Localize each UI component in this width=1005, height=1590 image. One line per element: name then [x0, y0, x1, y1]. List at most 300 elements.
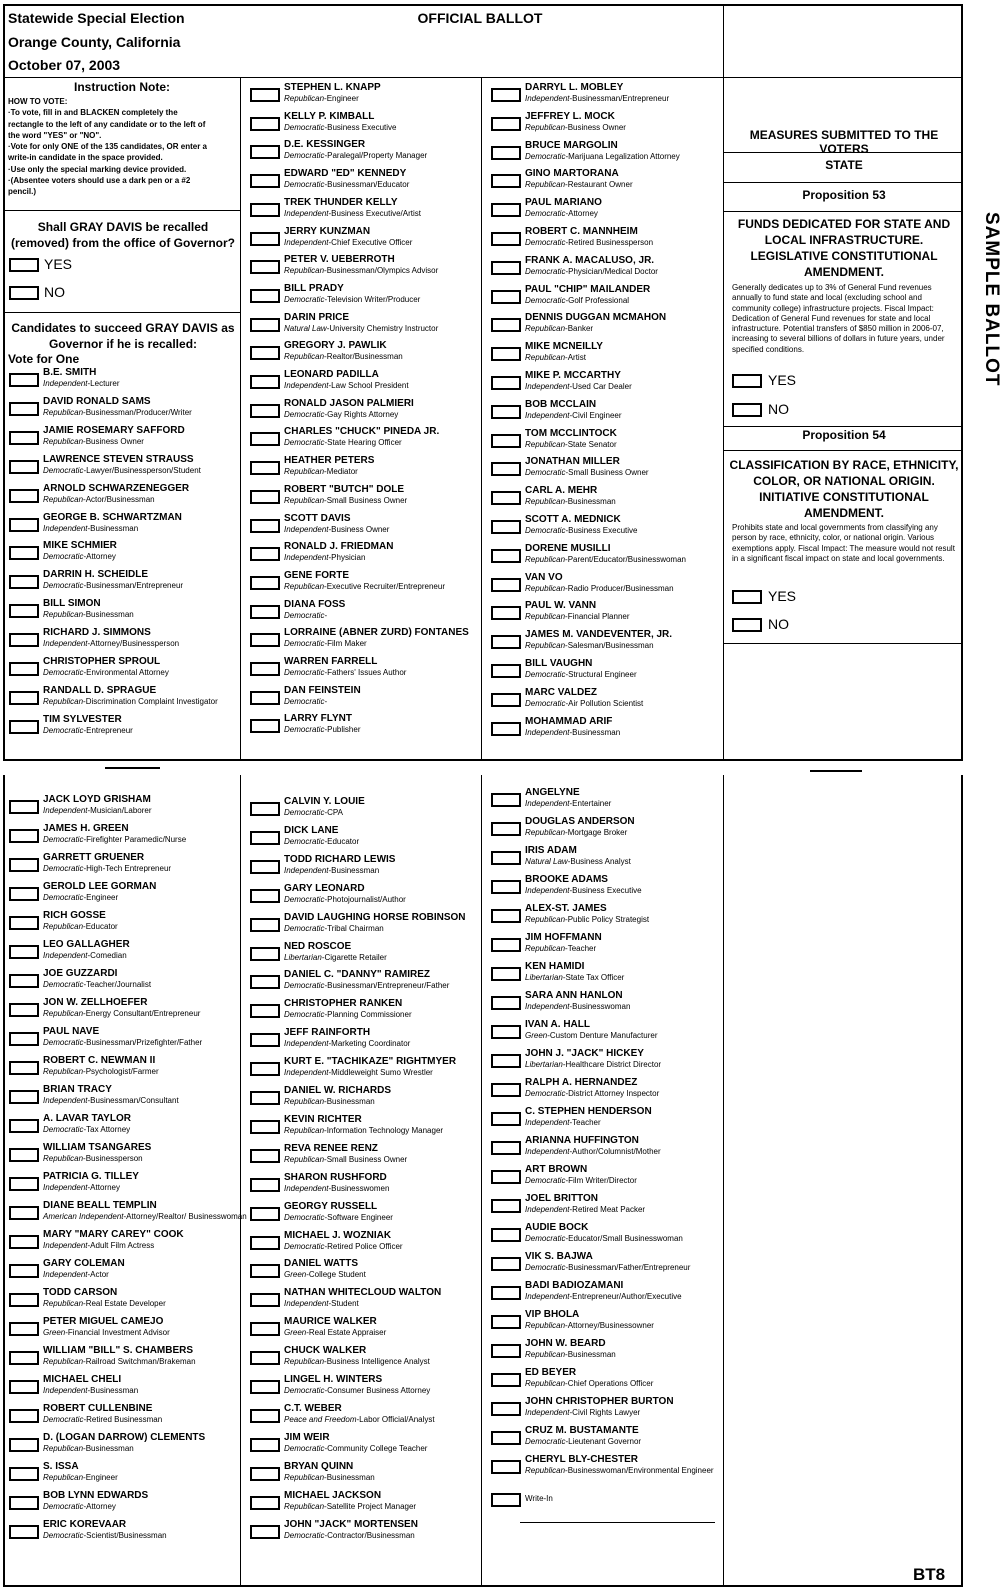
vote-box[interactable]: [250, 1525, 280, 1539]
candidate-item[interactable]: [491, 1106, 719, 1134]
candidate-item[interactable]: [491, 312, 719, 340]
candidate-item[interactable]: [491, 629, 719, 657]
vote-box[interactable]: [9, 1496, 39, 1510]
candidate-item[interactable]: [491, 1251, 719, 1279]
party-separator: -: [324, 696, 328, 706]
candidate-item[interactable]: [9, 1490, 237, 1518]
vote-box[interactable]: [491, 146, 521, 160]
candidate-item[interactable]: [250, 340, 478, 368]
vote-box[interactable]: [9, 1293, 39, 1307]
candidate-item[interactable]: [491, 1280, 719, 1308]
prop53-yes-box[interactable]: [732, 374, 762, 388]
vote-box[interactable]: [250, 1062, 280, 1076]
candidate-item[interactable]: [9, 454, 237, 482]
vote-box[interactable]: [491, 578, 521, 592]
vote-box[interactable]: [491, 347, 521, 361]
candidate-item[interactable]: [250, 455, 478, 483]
party-separator: -: [83, 465, 87, 475]
candidate-item[interactable]: [491, 1193, 719, 1221]
vote-box[interactable]: [250, 1351, 280, 1365]
candidate-name: GARY COLEMAN: [43, 1258, 125, 1269]
vote-box[interactable]: [250, 802, 280, 816]
vote-box[interactable]: [9, 402, 39, 416]
vote-box[interactable]: [9, 1148, 39, 1162]
vote-box[interactable]: [250, 1178, 280, 1192]
vote-box[interactable]: [491, 520, 521, 534]
candidate-occupation: [284, 1039, 410, 1049]
vote-box[interactable]: [9, 887, 39, 901]
candidate-item[interactable]: [9, 1026, 237, 1054]
vote-box[interactable]: [250, 289, 280, 303]
vote-box[interactable]: [250, 232, 280, 246]
candidate-item[interactable]: [250, 912, 478, 940]
vote-box[interactable]: [250, 260, 280, 274]
vote-box[interactable]: [491, 1373, 521, 1387]
vote-box[interactable]: [250, 1467, 280, 1481]
candidate-item[interactable]: [250, 369, 478, 397]
vote-box[interactable]: [250, 88, 280, 102]
vote-box[interactable]: [250, 1322, 280, 1336]
candidate-item[interactable]: [250, 883, 478, 911]
vote-box[interactable]: [9, 604, 39, 618]
vote-box[interactable]: [9, 1235, 39, 1249]
write-in-box[interactable]: [491, 1493, 521, 1507]
vote-box[interactable]: [491, 88, 521, 102]
candidate-item[interactable]: [491, 197, 719, 225]
candidate-item[interactable]: [491, 485, 719, 513]
vote-box[interactable]: [491, 1286, 521, 1300]
vote-box[interactable]: [491, 967, 521, 981]
candidate-party: Democratic: [284, 981, 325, 991]
vote-box[interactable]: [491, 664, 521, 678]
candidate-job: Engineer: [85, 1473, 118, 1482]
vote-box[interactable]: [250, 1264, 280, 1278]
candidate-item[interactable]: [250, 1345, 478, 1373]
vote-box[interactable]: [250, 576, 280, 590]
party-separator: -: [87, 1386, 91, 1395]
vote-box[interactable]: [9, 1438, 39, 1452]
vote-box[interactable]: [9, 1090, 39, 1104]
vote-box[interactable]: [491, 722, 521, 736]
vote-box[interactable]: [491, 606, 521, 620]
candidate-item[interactable]: [9, 396, 237, 424]
candidate-item[interactable]: [9, 1229, 237, 1257]
vote-box[interactable]: [491, 1141, 521, 1155]
vote-box[interactable]: [250, 1033, 280, 1047]
candidate-item[interactable]: [491, 1454, 719, 1482]
vote-box[interactable]: [250, 346, 280, 360]
candidate-item[interactable]: [9, 794, 237, 822]
candidate-item[interactable]: [9, 656, 237, 684]
candidate-item[interactable]: [9, 425, 237, 453]
candidate-item[interactable]: [491, 1164, 719, 1192]
candidate-item[interactable]: [9, 823, 237, 851]
vote-box[interactable]: [491, 549, 521, 563]
party-separator: -: [87, 1241, 91, 1250]
candidate-item[interactable]: [250, 627, 478, 655]
candidate-item[interactable]: [491, 932, 719, 960]
candidate-item[interactable]: [9, 1345, 237, 1373]
candidate-item[interactable]: [491, 845, 719, 873]
vote-box[interactable]: [250, 404, 280, 418]
candidate-item[interactable]: [491, 255, 719, 283]
vote-box[interactable]: [491, 203, 521, 217]
candidate-item[interactable]: [491, 903, 719, 931]
candidate-item[interactable]: [9, 1055, 237, 1083]
candidate-item[interactable]: [491, 874, 719, 902]
candidate-item[interactable]: [250, 197, 478, 225]
vote-box[interactable]: [250, 889, 280, 903]
candidate-item[interactable]: [9, 1084, 237, 1112]
candidate-item[interactable]: [250, 513, 478, 541]
party-separator: -: [324, 668, 328, 677]
vote-box[interactable]: [9, 829, 39, 843]
vote-box[interactable]: [250, 662, 280, 676]
vote-box[interactable]: [9, 691, 39, 705]
party-separator: -: [569, 382, 573, 391]
header-divider: [3, 77, 963, 78]
candidate-item[interactable]: [9, 598, 237, 626]
candidate-item[interactable]: [250, 685, 478, 713]
vote-box[interactable]: [9, 1206, 39, 1220]
vote-box[interactable]: [491, 793, 521, 807]
candidate-party: Democratic: [284, 923, 325, 933]
recall-yes-box[interactable]: [9, 258, 39, 272]
candidate-name: MAURICE WALKER: [284, 1316, 377, 1328]
candidate-item[interactable]: [250, 599, 478, 627]
vote-box[interactable]: [491, 491, 521, 505]
candidate-item[interactable]: [9, 1171, 237, 1199]
vote-box[interactable]: [250, 461, 280, 475]
prop54-no-box[interactable]: [732, 618, 762, 632]
candidate-item[interactable]: [9, 714, 237, 742]
candidate-item[interactable]: [491, 111, 719, 139]
vote-box[interactable]: [9, 1003, 39, 1017]
candidate-item[interactable]: [250, 1258, 478, 1286]
candidate-item[interactable]: [250, 1374, 478, 1402]
vote-box[interactable]: [9, 518, 39, 532]
candidate-item[interactable]: [250, 969, 478, 997]
vote-box[interactable]: [250, 1207, 280, 1221]
candidate-item[interactable]: [250, 1230, 478, 1258]
vote-box[interactable]: [250, 719, 280, 733]
candidate-item[interactable]: [9, 512, 237, 540]
vote-box[interactable]: [9, 662, 39, 676]
candidate-name: CHRISTOPHER SPROUL: [43, 656, 161, 667]
vote-box[interactable]: [250, 490, 280, 504]
vote-box[interactable]: [250, 1091, 280, 1105]
candidate-item[interactable]: [250, 398, 478, 426]
vote-box[interactable]: [491, 1199, 521, 1213]
vote-box[interactable]: [9, 431, 39, 445]
candidate-item[interactable]: [9, 881, 237, 909]
candidate-item[interactable]: [250, 656, 478, 684]
candidate-item[interactable]: [491, 787, 719, 815]
vote-box[interactable]: [491, 232, 521, 246]
candidate-item[interactable]: [250, 1172, 478, 1200]
candidate-item[interactable]: [9, 540, 237, 568]
vote-box[interactable]: [9, 575, 39, 589]
vote-box[interactable]: [9, 633, 39, 647]
candidate-item[interactable]: [250, 1432, 478, 1460]
vote-box[interactable]: [9, 1467, 39, 1481]
candidate-item[interactable]: [250, 1027, 478, 1055]
vote-box[interactable]: [9, 460, 39, 474]
candidate-item[interactable]: [9, 1200, 247, 1228]
vote-box[interactable]: [250, 605, 280, 619]
candidate-item[interactable]: [491, 168, 719, 196]
vote-box[interactable]: [9, 1351, 39, 1365]
candidate-item[interactable]: [491, 543, 719, 571]
vote-box[interactable]: [250, 831, 280, 845]
vote-box[interactable]: [491, 1112, 521, 1126]
vote-box[interactable]: [250, 975, 280, 989]
candidate-item[interactable]: [9, 483, 237, 511]
vote-box[interactable]: [491, 1344, 521, 1358]
candidate-item[interactable]: [491, 341, 719, 369]
vote-box[interactable]: [250, 203, 280, 217]
vote-box[interactable]: [250, 1120, 280, 1134]
vote-box[interactable]: [250, 547, 280, 561]
vote-box[interactable]: [491, 693, 521, 707]
vote-box[interactable]: [9, 858, 39, 872]
candidate-item[interactable]: [250, 139, 478, 167]
write-in-item[interactable]: [491, 1487, 719, 1515]
candidate-item[interactable]: [9, 1316, 237, 1344]
candidate-item[interactable]: [9, 1142, 237, 1170]
vote-box[interactable]: [250, 117, 280, 131]
vote-box[interactable]: [491, 1402, 521, 1416]
vote-box[interactable]: [9, 1061, 39, 1075]
vote-box[interactable]: [250, 633, 280, 647]
candidate-item[interactable]: [250, 82, 478, 110]
vote-box[interactable]: [491, 851, 521, 865]
vote-box[interactable]: [9, 916, 39, 930]
candidate-item[interactable]: [250, 713, 478, 741]
vote-box[interactable]: [250, 1149, 280, 1163]
vote-box[interactable]: [491, 938, 521, 952]
candidate-item[interactable]: [250, 1287, 478, 1315]
candidate-item[interactable]: [9, 1432, 237, 1460]
candidate-item[interactable]: [250, 1085, 478, 1113]
candidate-item[interactable]: [9, 685, 237, 713]
vote-box[interactable]: [9, 1264, 39, 1278]
candidate-item[interactable]: [491, 428, 719, 456]
candidate-item[interactable]: [250, 1403, 478, 1431]
candidate-job: Law School President: [331, 381, 409, 390]
candidate-item[interactable]: [250, 283, 478, 311]
vote-box[interactable]: [9, 800, 39, 814]
vote-box[interactable]: [9, 720, 39, 734]
vote-box[interactable]: [491, 822, 521, 836]
candidate-item[interactable]: [491, 140, 719, 168]
candidate-item[interactable]: [250, 1461, 478, 1489]
vote-box[interactable]: [250, 375, 280, 389]
vote-box[interactable]: [491, 1170, 521, 1184]
candidate-item[interactable]: [9, 1403, 237, 1431]
candidate-item[interactable]: [491, 1309, 719, 1337]
vote-box[interactable]: [250, 1438, 280, 1452]
vote-box[interactable]: [9, 1380, 39, 1394]
vote-box[interactable]: [491, 1083, 521, 1097]
vote-box[interactable]: [250, 1293, 280, 1307]
vote-box[interactable]: [491, 1460, 521, 1474]
candidate-item[interactable]: [491, 1396, 719, 1424]
prop53-no-box[interactable]: [732, 403, 762, 417]
candidate-name: REVA RENEE RENZ: [284, 1142, 378, 1154]
candidate-name: KELLY P. KIMBALL: [284, 110, 375, 122]
candidate-item[interactable]: [491, 572, 719, 600]
vote-box[interactable]: [250, 1409, 280, 1423]
candidate-item[interactable]: [9, 1287, 237, 1315]
candidate-item[interactable]: [250, 570, 478, 598]
vote-box[interactable]: [250, 1380, 280, 1394]
vote-box[interactable]: [9, 1119, 39, 1133]
candidate-item[interactable]: [9, 1374, 237, 1402]
vote-box[interactable]: [250, 918, 280, 932]
vote-box[interactable]: [491, 434, 521, 448]
candidate-item[interactable]: [491, 1425, 719, 1453]
candidate-item[interactable]: [250, 426, 478, 454]
candidate-item[interactable]: [250, 484, 478, 512]
candidate-item[interactable]: [250, 541, 478, 569]
candidate-item[interactable]: [9, 939, 237, 967]
candidate-item[interactable]: [250, 1490, 478, 1518]
candidate-item[interactable]: [9, 1258, 237, 1286]
vote-box[interactable]: [9, 546, 39, 560]
candidate-item[interactable]: [250, 796, 478, 824]
vote-box[interactable]: [491, 290, 521, 304]
vote-box[interactable]: [491, 1054, 521, 1068]
candidate-item[interactable]: [250, 1143, 478, 1171]
vote-box[interactable]: [9, 945, 39, 959]
prop54-name: Proposition 54: [802, 428, 886, 442]
candidate-item[interactable]: [250, 854, 478, 882]
party-separator: -: [328, 553, 332, 563]
vote-box[interactable]: [9, 373, 39, 387]
candidate-item[interactable]: [491, 284, 719, 312]
candidate-item[interactable]: [491, 1077, 719, 1105]
candidate-item[interactable]: [250, 1114, 478, 1142]
candidate-item[interactable]: [491, 600, 719, 628]
candidate-item[interactable]: [9, 1461, 237, 1489]
vote-box[interactable]: [250, 1236, 280, 1250]
recall-no-box[interactable]: [9, 286, 39, 300]
vote-box[interactable]: [491, 318, 521, 332]
candidate-name: WILLIAM TSANGARES: [43, 1142, 152, 1153]
candidate-item[interactable]: [250, 1201, 478, 1229]
candidate-item[interactable]: [250, 1519, 478, 1547]
vote-box[interactable]: [491, 996, 521, 1010]
candidate-item[interactable]: [9, 852, 237, 880]
candidate-item[interactable]: [9, 997, 237, 1025]
candidate-item[interactable]: [250, 998, 478, 1026]
candidate-item[interactable]: [491, 816, 719, 844]
vote-box[interactable]: [250, 432, 280, 446]
candidate-item[interactable]: [491, 370, 719, 398]
candidate-item[interactable]: [250, 168, 478, 196]
candidate-item[interactable]: [9, 1113, 237, 1141]
vote-box[interactable]: [491, 1315, 521, 1329]
vote-box[interactable]: [491, 174, 521, 188]
vote-box[interactable]: [9, 1322, 39, 1336]
candidate-item[interactable]: [491, 82, 719, 110]
candidate-item[interactable]: [9, 1519, 237, 1547]
vote-box[interactable]: [250, 174, 280, 188]
vote-box[interactable]: [491, 261, 521, 275]
prop54-yes-box[interactable]: [732, 590, 762, 604]
vote-box[interactable]: [9, 1525, 39, 1539]
vote-box[interactable]: [491, 635, 521, 649]
vote-box[interactable]: [491, 880, 521, 894]
vote-box[interactable]: [9, 1032, 39, 1046]
vote-box[interactable]: [250, 1004, 280, 1018]
candidate-item[interactable]: [250, 941, 478, 969]
vote-box[interactable]: [491, 1257, 521, 1271]
vote-box[interactable]: [491, 405, 521, 419]
vote-box[interactable]: [491, 1025, 521, 1039]
vote-box[interactable]: [250, 145, 280, 159]
vote-box[interactable]: [491, 909, 521, 923]
vote-box[interactable]: [250, 1496, 280, 1510]
candidate-item[interactable]: [491, 716, 719, 744]
candidate-item[interactable]: [250, 111, 478, 139]
candidate-item[interactable]: [491, 514, 719, 542]
candidate-item[interactable]: [250, 825, 478, 853]
candidate-item[interactable]: [491, 1048, 719, 1076]
candidate-item[interactable]: [250, 312, 478, 340]
vote-box[interactable]: [9, 974, 39, 988]
candidate-item[interactable]: [9, 627, 237, 655]
candidate-item[interactable]: [9, 968, 237, 996]
candidate-name: PAUL NAVE: [43, 1026, 100, 1037]
vote-box[interactable]: [9, 1409, 39, 1423]
candidate-item[interactable]: [491, 1135, 719, 1163]
vote-box[interactable]: [9, 1177, 39, 1191]
candidate-item[interactable]: [250, 226, 478, 254]
vote-box[interactable]: [491, 117, 521, 131]
vote-box[interactable]: [250, 691, 280, 705]
candidate-item[interactable]: [9, 569, 237, 597]
candidate-item[interactable]: [250, 1316, 478, 1344]
candidate-item[interactable]: [491, 961, 719, 989]
vote-box[interactable]: [250, 947, 280, 961]
candidate-item[interactable]: [491, 456, 719, 484]
candidate-item[interactable]: [491, 226, 719, 254]
candidate-job: Lawyer/Businessperson/Student: [86, 465, 201, 475]
candidate-item[interactable]: [491, 399, 719, 427]
vote-box[interactable]: [491, 1431, 521, 1445]
candidate-item[interactable]: [491, 1367, 719, 1395]
candidate-item[interactable]: [9, 367, 237, 395]
candidate-item[interactable]: [491, 687, 719, 715]
candidate-item[interactable]: [250, 254, 478, 282]
candidate-item[interactable]: [491, 1019, 719, 1047]
vote-box[interactable]: [491, 376, 521, 390]
vote-box[interactable]: [491, 462, 521, 476]
candidate-item[interactable]: [491, 1338, 719, 1366]
vote-box[interactable]: [491, 1228, 521, 1242]
vote-box[interactable]: [250, 318, 280, 332]
vote-box[interactable]: [9, 489, 39, 503]
candidate-item[interactable]: [250, 1056, 478, 1084]
vote-box[interactable]: [250, 860, 280, 874]
candidate-item[interactable]: [491, 990, 719, 1018]
candidate-item[interactable]: [9, 910, 237, 938]
candidate-item[interactable]: [491, 1222, 719, 1250]
candidate-item[interactable]: [491, 658, 719, 686]
vote-box[interactable]: [250, 519, 280, 533]
